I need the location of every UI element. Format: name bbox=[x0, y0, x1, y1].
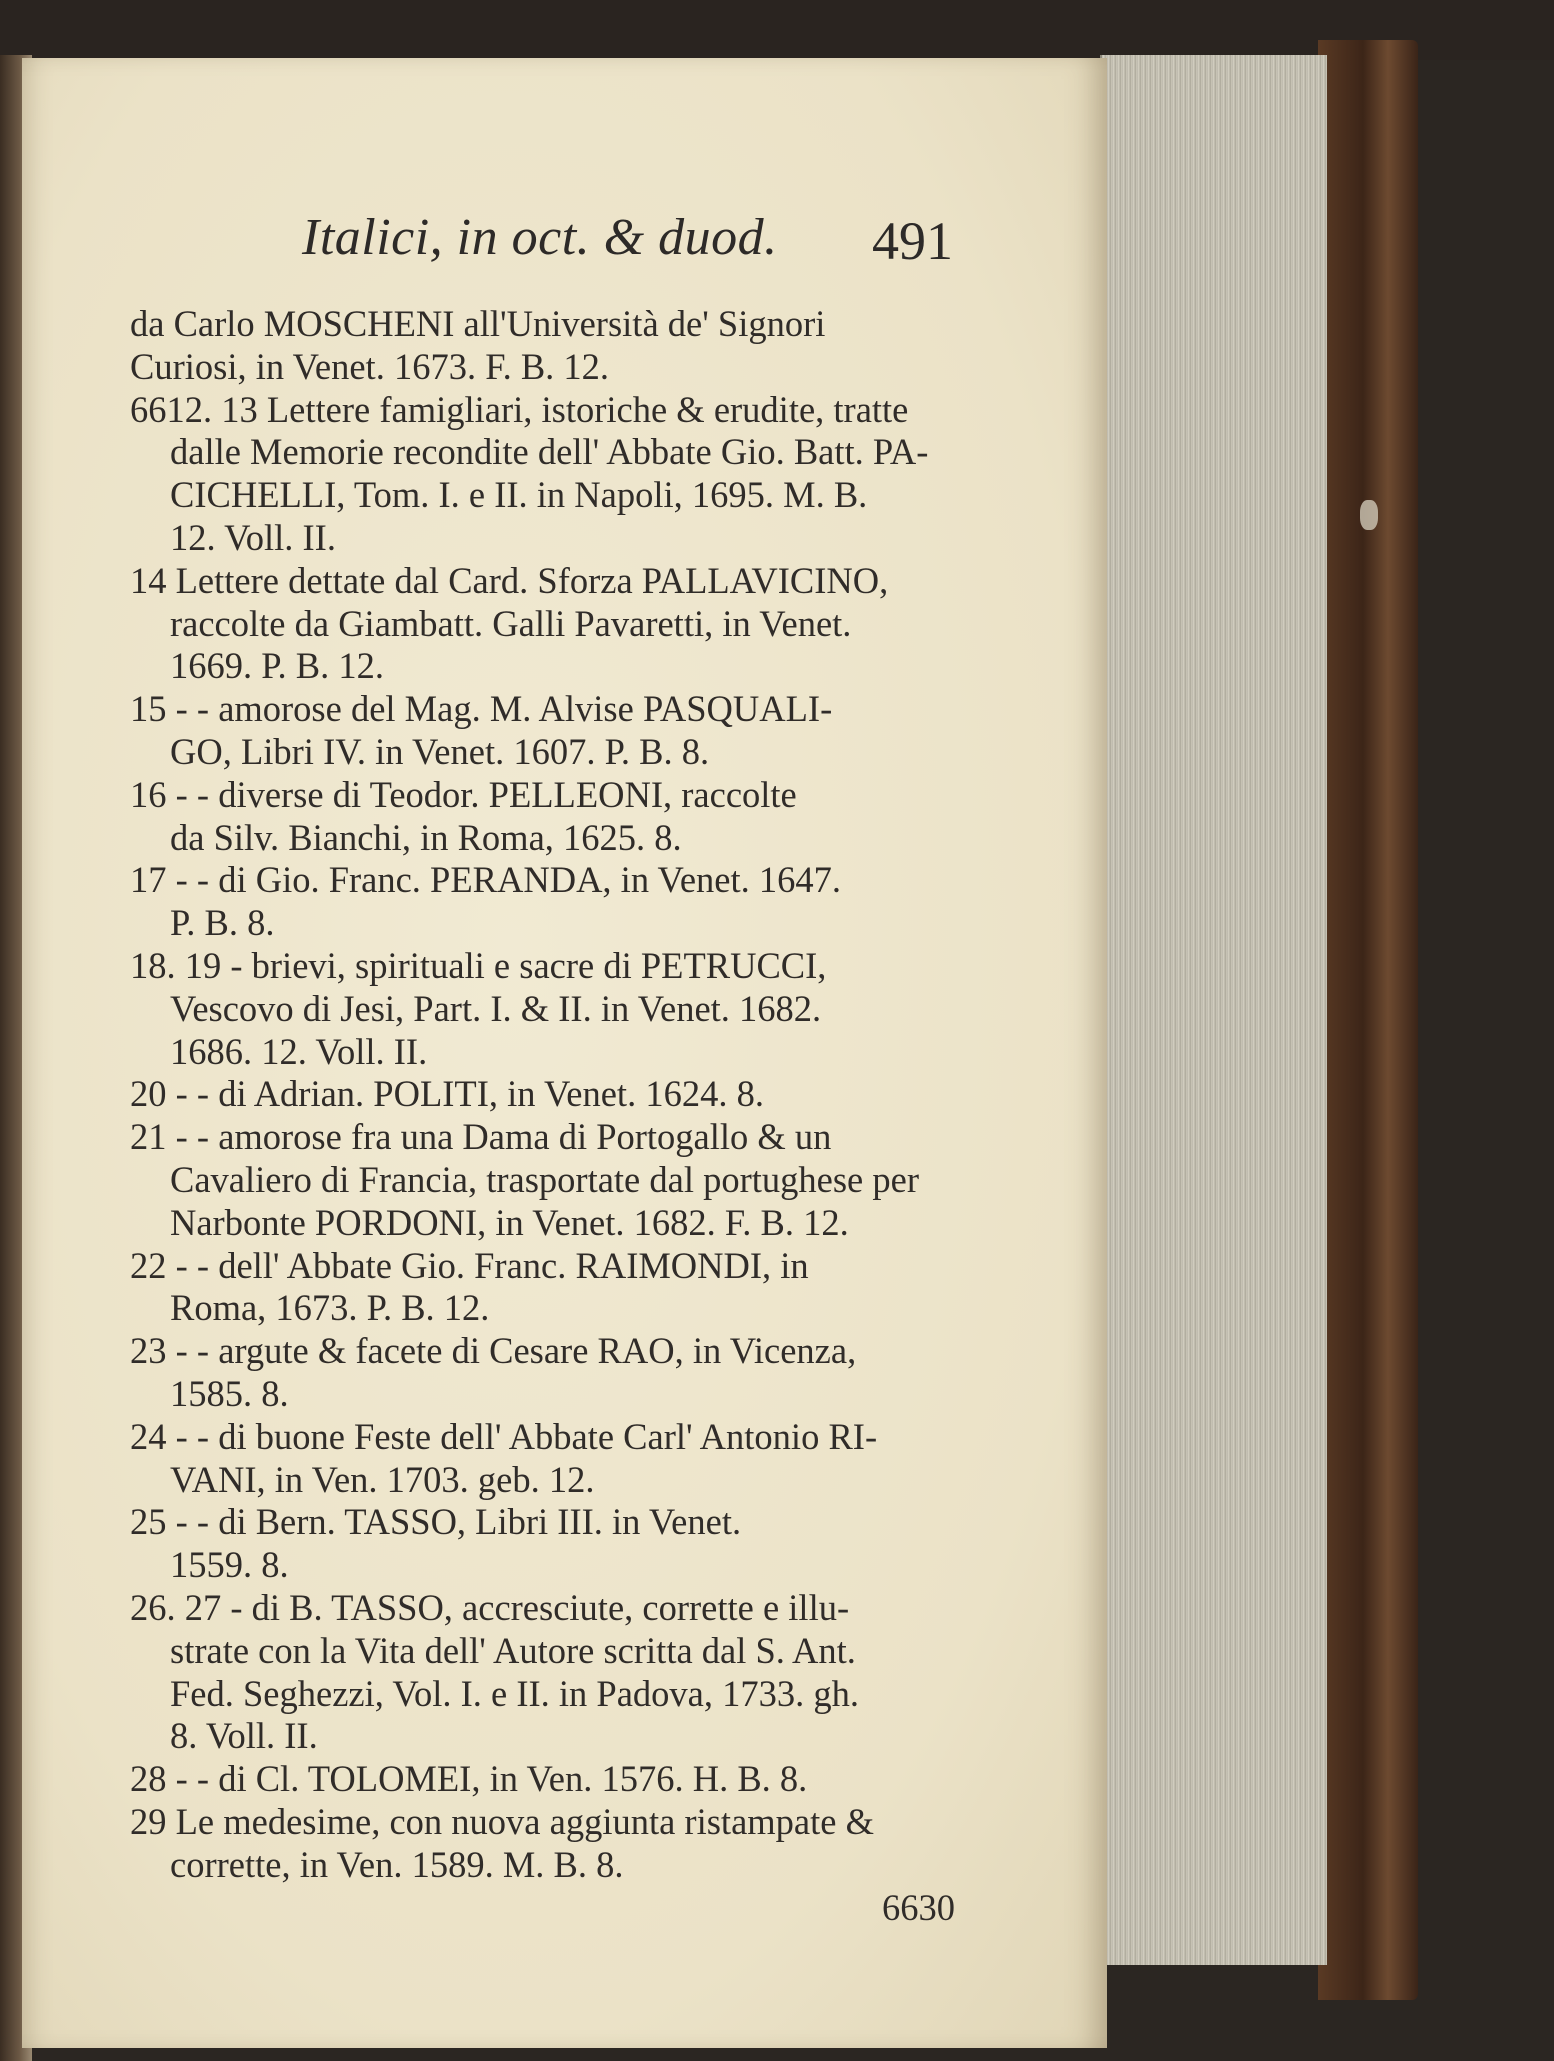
entry-text: di Gio. Franc. PERANDA, in Venet. 1647. bbox=[218, 859, 842, 901]
entry-text: di Cl. TOLOMEI, in Ven. 1576. H. B. 8. bbox=[218, 1758, 808, 1800]
entry-line bbox=[130, 1587, 849, 1629]
entry-continuation-line bbox=[170, 517, 336, 559]
entry-text: diverse di Teodor. PELLEONI, raccolte bbox=[218, 773, 797, 815]
entry-line bbox=[130, 688, 832, 730]
entry-continuation-line bbox=[170, 902, 274, 944]
entry-text: Le medesime, con nuova aggiunta ristampate & bbox=[175, 1801, 874, 1842]
entry-text: corrette, in Ven. 1589. M. B. 8. bbox=[170, 1843, 624, 1885]
entry-number: 15 - - bbox=[130, 688, 219, 730]
running-title: Italici, in oct. & duod. bbox=[302, 209, 778, 266]
entry-line bbox=[130, 389, 908, 431]
catchword: 6630 bbox=[882, 1886, 955, 1928]
entry-line bbox=[130, 1801, 874, 1843]
entry-continuation-line bbox=[170, 431, 928, 473]
entry-line bbox=[130, 1245, 809, 1287]
entry-text: da Silv. Bianchi, in Roma, 1625. 8. bbox=[170, 816, 682, 858]
entry-text: CICHELLI, Tom. I. e II. in Napoli, 1695. M. B. bbox=[170, 474, 868, 516]
entry-text: VANI, in Ven. 1703. geb. 12. bbox=[170, 1458, 595, 1500]
entry-text: 1585. 8. bbox=[170, 1373, 289, 1414]
entry-continuation-line bbox=[130, 346, 609, 388]
entry-line bbox=[130, 1501, 741, 1543]
entry-text: argute & facete di Cesare RAO, in Vicenza, bbox=[218, 1330, 857, 1372]
entry-text: di Adrian. POLITI, in Venet. 1624. 8. bbox=[218, 1073, 764, 1115]
entry-number: 26. 27 - bbox=[130, 1587, 252, 1628]
entry-number: 20 - - bbox=[130, 1073, 219, 1115]
entry-continuation-line bbox=[170, 474, 867, 516]
entry-text: da Carlo MOSCHENI all'Università de' Signori bbox=[130, 303, 826, 344]
page-block-edges bbox=[1100, 55, 1327, 1965]
entry-text: brievi, spirituali e sacre di PETRUCCI, bbox=[251, 945, 827, 986]
entry-text: 12. Voll. II. bbox=[170, 517, 336, 558]
entry-number: 23 - - bbox=[130, 1330, 219, 1372]
entry-line bbox=[130, 774, 797, 816]
entry-number: 25 - - bbox=[130, 1501, 219, 1543]
entry-text: amorose del Mag. M. Alvise PASQUALI- bbox=[218, 688, 833, 730]
entry-continuation-line bbox=[170, 1630, 856, 1672]
page-header bbox=[22, 208, 1107, 288]
entry-number: 6612. 13 bbox=[130, 388, 267, 430]
entry-number: 21 - - bbox=[130, 1116, 219, 1158]
entry-text: 1686. 12. Voll. II. bbox=[170, 1030, 428, 1072]
entry-continuation-line bbox=[170, 1673, 859, 1715]
entry-text: dalle Memorie recondite dell' Abbate Gio. Batt. PA- bbox=[170, 431, 929, 473]
entry-text: amorose fra una Dama di Portogallo & un bbox=[218, 1116, 832, 1158]
entry-line bbox=[130, 1073, 764, 1115]
entry-continuation-line bbox=[170, 1544, 289, 1586]
entry-continuation-line bbox=[170, 731, 709, 773]
cover-wear-mark bbox=[1360, 500, 1378, 530]
entry-continuation-line bbox=[170, 1159, 919, 1201]
entry-number: 18. 19 - bbox=[130, 945, 252, 986]
entry-text: strate con la Vita dell' Autore scritta dal S. Ant. bbox=[170, 1629, 856, 1671]
entry-line bbox=[130, 1416, 877, 1458]
entry-line bbox=[130, 303, 825, 345]
entry-continuation-line bbox=[170, 1287, 489, 1329]
entry-text: 8. Voll. II. bbox=[170, 1715, 318, 1757]
entry-number: 28 - - bbox=[130, 1758, 219, 1800]
entry-number: 14 bbox=[130, 559, 176, 601]
entry-text: 1559. 8. bbox=[170, 1544, 289, 1586]
entry-text: di buone Feste dell' Abbate Carl' Antonio RI- bbox=[218, 1415, 878, 1457]
entry-text: Narbonte PORDONI, in Venet. 1682. F. B. 12. bbox=[170, 1201, 849, 1243]
entry-continuation-line bbox=[170, 1373, 289, 1415]
entry-number: 29 bbox=[130, 1801, 176, 1842]
entry-text: Cavaliero di Francia, trasportate dal portughese per bbox=[170, 1159, 919, 1200]
entry-continuation-line bbox=[170, 645, 384, 687]
entry-line bbox=[130, 1116, 831, 1158]
entry-text: di B. TASSO, accresciute, corrette e illu- bbox=[251, 1587, 850, 1628]
entry-text: GO, Libri IV. in Venet. 1607. P. B. 8. bbox=[170, 731, 710, 772]
entry-continuation-line bbox=[170, 817, 682, 859]
entry-line bbox=[130, 560, 888, 602]
book-page bbox=[22, 58, 1107, 2048]
entry-continuation-line bbox=[170, 1031, 427, 1073]
entry-number: 24 - - bbox=[130, 1415, 219, 1457]
entry-text: Lettere dettate dal Card. Sforza PALLAVICINO, bbox=[175, 559, 889, 601]
entry-text: dell' Abbate Gio. Franc. RAIMONDI, in bbox=[218, 1244, 809, 1286]
entry-number: 17 - - bbox=[130, 859, 219, 901]
entry-line bbox=[130, 945, 826, 987]
entry-text: Roma, 1673. P. B. 12. bbox=[170, 1287, 490, 1329]
entry-number: 22 - - bbox=[130, 1244, 219, 1286]
entry-continuation-line bbox=[170, 1715, 318, 1757]
entry-continuation-line bbox=[170, 988, 821, 1030]
entry-continuation-line bbox=[170, 603, 851, 645]
entry-text: raccolte da Giambatt. Galli Pavaretti, in Venet. bbox=[170, 602, 852, 644]
entry-text: P. B. 8. bbox=[170, 902, 275, 944]
entry-text: Curiosi, in Venet. 1673. F. B. 12. bbox=[130, 345, 610, 387]
page-number: 491 bbox=[872, 211, 953, 271]
right-leather-cover bbox=[1318, 40, 1418, 2000]
entry-continuation-line bbox=[170, 1844, 624, 1886]
entry-continuation-line bbox=[170, 1202, 849, 1244]
entry-continuation-line bbox=[170, 1459, 594, 1501]
entry-line bbox=[130, 1330, 856, 1372]
entry-text: di Bern. TASSO, Libri III. in Venet. bbox=[218, 1501, 742, 1543]
entry-text: Vescovo di Jesi, Part. I. & II. in Venet. 1682. bbox=[170, 987, 822, 1029]
entry-text: 1669. P. B. 12. bbox=[170, 645, 384, 687]
entry-line bbox=[130, 859, 841, 901]
entry-line bbox=[130, 1758, 807, 1800]
entry-text: Lettere famigliari, istoriche & erudite, tratte bbox=[266, 388, 909, 430]
entry-number: 16 - - bbox=[130, 773, 219, 815]
entry-text: Fed. Seghezzi, Vol. I. e II. in Padova, 1733. gh. bbox=[170, 1672, 860, 1714]
